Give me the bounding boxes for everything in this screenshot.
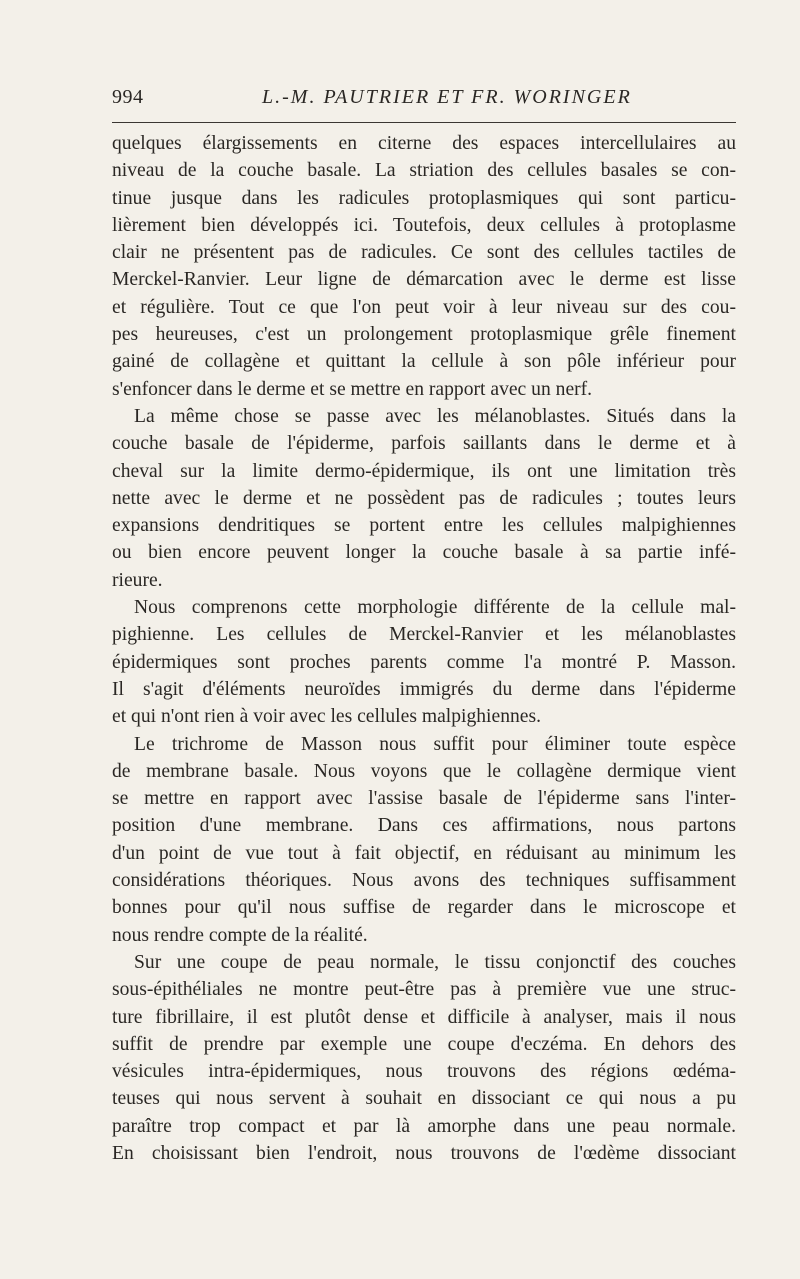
text-line: clair ne présentent pas de radicules. Ce sont des cellules tactiles de (112, 242, 736, 264)
text-line: pighienne. Les cellules de Merckel-Ranvier et les mélanoblastes (112, 624, 736, 646)
text-line: épidermiques sont proches parents comme l'a montré P. Masson. (112, 651, 736, 673)
text-line: La même chose se passe avec les mélanoblastes. Situés dans la (134, 405, 736, 427)
paragraph (112, 403, 736, 594)
text-line: de membrane basale. Nous voyons que le collagène dermique vient (112, 760, 736, 782)
text-line: expansions dendritiques se portent entre les cellules malpighiennes (112, 515, 736, 537)
text-line: bonnes pour qu'il nous suffise de regarder dans le microscope et (112, 897, 736, 919)
body-text (112, 130, 736, 1167)
text-line: cheval sur la limite dermo-épidermique, ils ont une limitation très (112, 460, 736, 482)
text-line: niveau de la couche basale. La striation des cellules basales se con- (112, 160, 736, 182)
page-header (112, 86, 736, 118)
text-line: nous rendre compte de la réalité. (112, 924, 368, 946)
text-line: Il s'agit d'éléments neuroïdes immigrés du derme dans l'épiderme (112, 678, 736, 700)
text-line: gainé de collagène et quittant la cellule à son pôle inférieur pour (112, 351, 736, 373)
text-line: En choisissant bien l'endroit, nous trouvons de l'œdème dissociant (112, 1142, 736, 1164)
text-line: Nous comprenons cette morphologie différente de la cellule mal- (134, 597, 736, 619)
text-line: considérations théoriques. Nous avons des techniques suffisamment (112, 870, 736, 892)
text-line: et qui n'ont rien à voir avec les cellules malpighiennes. (112, 706, 542, 728)
header-rule (112, 122, 736, 123)
text-line: se mettre en rapport avec l'assise basale de l'épiderme sans l'inter- (112, 788, 736, 810)
text-line: d'un point de vue tout à fait objectif, en réduisant au minimum les (112, 842, 736, 864)
text-line: couche basale de l'épiderme, parfois saillants dans le derme et à (112, 433, 736, 455)
paragraph (112, 731, 736, 949)
paragraph (112, 949, 736, 1167)
text-line: ou bien encore peuvent longer la couche basale à sa partie infé- (112, 542, 736, 564)
text-line: nette avec le derme et ne possèdent pas de radicules ; toutes leurs (112, 487, 736, 509)
text-line: tinue jusque dans les radicules protoplasmiques qui sont particu- (112, 187, 736, 209)
text-line: Merckel-Ranvier. Leur ligne de démarcation avec le derme est lisse (112, 269, 736, 291)
text-line: s'enfoncer dans le derme et se mettre en rapport avec un nerf. (112, 378, 593, 400)
text-line: sous-épithéliales ne montre peut-être pas à première vue une struc- (112, 979, 736, 1001)
text-line: ture fibrillaire, il est plutôt dense et difficile à analyser, mais il nous (112, 1006, 736, 1028)
text-line: pes heureuses, c'est un prolongement protoplasmique grêle finement (112, 324, 736, 346)
text-line: paraître trop compact et par là amorphe dans une peau normale. (112, 1115, 736, 1137)
text-line: Le trichrome de Masson nous suffit pour éliminer toute espèce (134, 733, 736, 755)
paragraph (112, 594, 736, 730)
text-line: Sur une coupe de peau normale, le tissu conjonctif des couches (134, 951, 736, 973)
text-line: lièrement bien développés ici. Toutefois, deux cellules à protoplasme (112, 214, 736, 236)
text-line: vésicules intra-épidermiques, nous trouvons des régions œdéma- (112, 1061, 736, 1083)
page-number: 994 (112, 86, 144, 108)
text-line: position d'une membrane. Dans ces affirmations, nous partons (112, 815, 736, 837)
text-line: quelques élargissements en citerne des espaces intercellulaires au (112, 133, 736, 154)
text-line: et régulière. Tout ce que l'on peut voir à leur niveau sur des cou- (112, 296, 736, 318)
text-line: suffit de prendre par exemple une coupe d'eczéma. En dehors des (112, 1033, 736, 1055)
running-title: L.-M. PAUTRIER ET FR. WORINGER (262, 86, 632, 108)
text-line: teuses qui nous servent à souhait en dissociant ce qui nous a pu (112, 1088, 736, 1110)
paragraph (112, 130, 736, 403)
text-line: rieure. (112, 569, 163, 591)
